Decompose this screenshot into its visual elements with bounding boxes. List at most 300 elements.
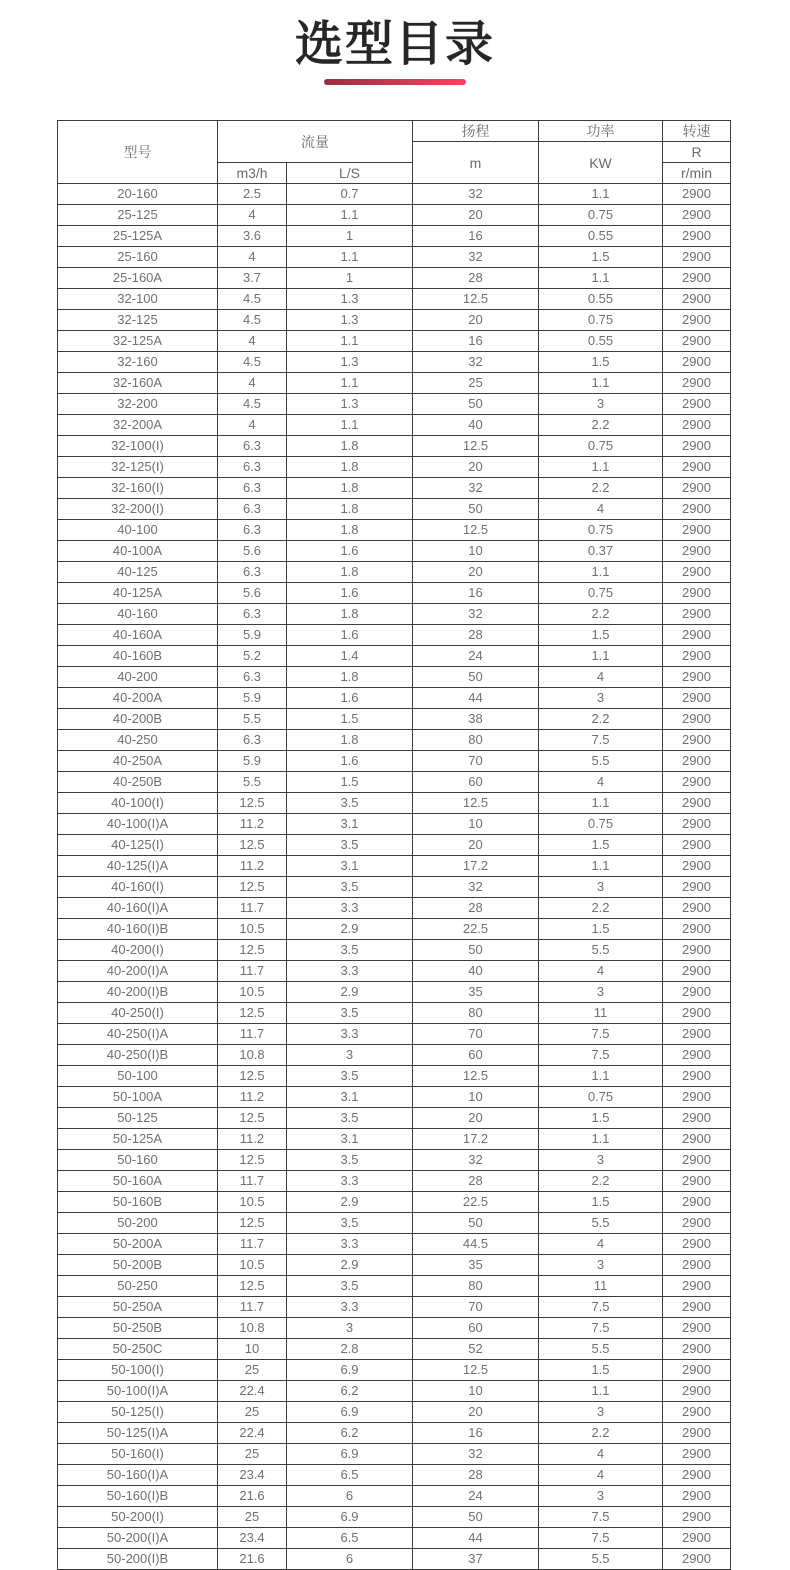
cell-speed-rmin: 2900 (663, 1318, 731, 1339)
table-row (58, 268, 731, 289)
cell-model: 50-200(I) (58, 1507, 218, 1528)
cell-flow-ls: 1.8 (287, 667, 413, 688)
cell-flow-ls: 6.2 (287, 1381, 413, 1402)
cell-flow-m3h: 11.2 (218, 814, 287, 835)
cell-flow-ls: 0.7 (287, 184, 413, 205)
cell-power-kw: 2.2 (539, 604, 663, 625)
cell-flow-m3h: 12.5 (218, 793, 287, 814)
cell-head-m: 20 (413, 562, 539, 583)
cell-flow-ls: 3.1 (287, 856, 413, 877)
cell-model: 50-250A (58, 1297, 218, 1318)
cell-head-m: 24 (413, 646, 539, 667)
cell-head-m: 22.5 (413, 919, 539, 940)
table-row (58, 1150, 731, 1171)
cell-flow-ls: 1.6 (287, 751, 413, 772)
cell-head-m: 16 (413, 583, 539, 604)
cell-flow-ls: 3.3 (287, 1234, 413, 1255)
cell-flow-ls: 3.5 (287, 1066, 413, 1087)
table-row (58, 772, 731, 793)
cell-model: 50-200A (58, 1234, 218, 1255)
cell-speed-rmin: 2900 (663, 394, 731, 415)
cell-flow-m3h: 12.5 (218, 1276, 287, 1297)
cell-flow-ls: 6.5 (287, 1465, 413, 1486)
cell-model: 50-250C (58, 1339, 218, 1360)
header-row-1 (58, 121, 731, 142)
cell-head-m: 32 (413, 1150, 539, 1171)
header-speed-r: R (663, 142, 731, 163)
cell-speed-rmin: 2900 (663, 331, 731, 352)
cell-power-kw: 5.5 (539, 1339, 663, 1360)
cell-model: 50-200(I)B (58, 1549, 218, 1570)
cell-speed-rmin: 2900 (663, 961, 731, 982)
cell-model: 40-200A (58, 688, 218, 709)
cell-power-kw: 11 (539, 1276, 663, 1297)
cell-power-kw: 0.75 (539, 436, 663, 457)
cell-model: 50-100A (58, 1087, 218, 1108)
table-row (58, 1192, 731, 1213)
table-row (58, 709, 731, 730)
cell-power-kw: 2.2 (539, 415, 663, 436)
cell-model: 32-125(I) (58, 457, 218, 478)
title-underline-accent (324, 79, 466, 85)
cell-speed-rmin: 2900 (663, 1234, 731, 1255)
cell-speed-rmin: 2900 (663, 919, 731, 940)
table-row (58, 1276, 731, 1297)
cell-model: 40-250(I) (58, 1003, 218, 1024)
header-speed-unit: r/min (663, 163, 731, 184)
cell-head-m: 20 (413, 1108, 539, 1129)
table-row (58, 394, 731, 415)
table-row (58, 835, 731, 856)
header-power: 功率 (539, 121, 663, 142)
cell-power-kw: 11 (539, 1003, 663, 1024)
cell-flow-m3h: 6.3 (218, 436, 287, 457)
cell-speed-rmin: 2900 (663, 1507, 731, 1528)
header-power-unit: KW (539, 142, 663, 184)
table-row (58, 1423, 731, 1444)
cell-flow-m3h: 12.5 (218, 1003, 287, 1024)
table-row (58, 562, 731, 583)
cell-power-kw: 1.5 (539, 1192, 663, 1213)
cell-model: 32-100(I) (58, 436, 218, 457)
cell-flow-m3h: 11.7 (218, 961, 287, 982)
cell-head-m: 25 (413, 373, 539, 394)
cell-flow-m3h: 6.3 (218, 730, 287, 751)
cell-power-kw: 7.5 (539, 1507, 663, 1528)
cell-head-m: 28 (413, 1171, 539, 1192)
table-row (58, 877, 731, 898)
cell-flow-m3h: 12.5 (218, 1108, 287, 1129)
cell-speed-rmin: 2900 (663, 814, 731, 835)
cell-head-m: 32 (413, 1444, 539, 1465)
table-row (58, 793, 731, 814)
table-row (58, 814, 731, 835)
cell-power-kw: 3 (539, 1486, 663, 1507)
cell-flow-ls: 1.8 (287, 730, 413, 751)
cell-flow-ls: 3 (287, 1318, 413, 1339)
cell-speed-rmin: 2900 (663, 940, 731, 961)
cell-model: 32-200A (58, 415, 218, 436)
cell-flow-ls: 1.8 (287, 562, 413, 583)
cell-flow-ls: 6.9 (287, 1507, 413, 1528)
header-speed: 转速 (663, 121, 731, 142)
table-row (58, 583, 731, 604)
cell-flow-ls: 1.8 (287, 478, 413, 499)
header-flow-ls: L/S (287, 163, 413, 184)
cell-power-kw: 4 (539, 772, 663, 793)
table-row (58, 667, 731, 688)
cell-power-kw: 1.1 (539, 562, 663, 583)
cell-flow-ls: 1.4 (287, 646, 413, 667)
cell-speed-rmin: 2900 (663, 898, 731, 919)
cell-head-m: 70 (413, 751, 539, 772)
cell-head-m: 28 (413, 268, 539, 289)
header-flow: 流量 (218, 121, 413, 163)
cell-head-m: 44 (413, 688, 539, 709)
table-row (58, 730, 731, 751)
cell-speed-rmin: 2900 (663, 1339, 731, 1360)
cell-power-kw: 7.5 (539, 1045, 663, 1066)
cell-power-kw: 3 (539, 394, 663, 415)
cell-power-kw: 3 (539, 1255, 663, 1276)
page-title: 选型目录 (294, 18, 495, 71)
table-body (58, 184, 731, 1570)
cell-model: 50-160(I)B (58, 1486, 218, 1507)
cell-flow-ls: 6.9 (287, 1444, 413, 1465)
table-row (58, 604, 731, 625)
cell-model: 40-200B (58, 709, 218, 730)
cell-flow-ls: 3.1 (287, 1129, 413, 1150)
table-row (58, 1129, 731, 1150)
cell-power-kw: 5.5 (539, 1213, 663, 1234)
table-row (58, 520, 731, 541)
cell-head-m: 28 (413, 625, 539, 646)
cell-power-kw: 1.1 (539, 793, 663, 814)
cell-model: 40-250 (58, 730, 218, 751)
cell-flow-m3h: 5.5 (218, 709, 287, 730)
cell-model: 40-200(I)A (58, 961, 218, 982)
cell-flow-m3h: 10 (218, 1339, 287, 1360)
selection-table (57, 120, 731, 1570)
table-row (58, 1486, 731, 1507)
cell-model: 40-125(I)A (58, 856, 218, 877)
table-row (58, 289, 731, 310)
cell-flow-ls: 6.9 (287, 1360, 413, 1381)
cell-flow-ls: 1.8 (287, 499, 413, 520)
cell-flow-ls: 1.3 (287, 394, 413, 415)
cell-power-kw: 3 (539, 982, 663, 1003)
cell-flow-ls: 3.3 (287, 1297, 413, 1318)
cell-flow-m3h: 22.4 (218, 1381, 287, 1402)
cell-speed-rmin: 2900 (663, 436, 731, 457)
cell-power-kw: 3 (539, 1150, 663, 1171)
cell-flow-m3h: 6.3 (218, 499, 287, 520)
cell-head-m: 12.5 (413, 520, 539, 541)
cell-speed-rmin: 2900 (663, 1381, 731, 1402)
cell-flow-m3h: 21.6 (218, 1486, 287, 1507)
cell-flow-ls: 3.1 (287, 814, 413, 835)
cell-power-kw: 1.1 (539, 1066, 663, 1087)
cell-flow-m3h: 3.7 (218, 268, 287, 289)
cell-flow-ls: 1.3 (287, 310, 413, 331)
cell-flow-m3h: 5.9 (218, 751, 287, 772)
cell-model: 32-160(I) (58, 478, 218, 499)
cell-head-m: 52 (413, 1339, 539, 1360)
cell-model: 40-200 (58, 667, 218, 688)
table-row (58, 688, 731, 709)
cell-flow-ls: 2.9 (287, 919, 413, 940)
cell-model: 25-160A (58, 268, 218, 289)
cell-speed-rmin: 2900 (663, 1465, 731, 1486)
cell-head-m: 60 (413, 772, 539, 793)
cell-model: 40-100 (58, 520, 218, 541)
cell-head-m: 50 (413, 667, 539, 688)
cell-model: 50-125(I)A (58, 1423, 218, 1444)
cell-flow-m3h: 4.5 (218, 394, 287, 415)
table-row (58, 1549, 731, 1570)
cell-flow-ls: 3.5 (287, 1003, 413, 1024)
cell-flow-m3h: 5.9 (218, 688, 287, 709)
cell-head-m: 20 (413, 457, 539, 478)
cell-flow-m3h: 4 (218, 331, 287, 352)
cell-flow-ls: 1.1 (287, 373, 413, 394)
cell-flow-ls: 3.3 (287, 1024, 413, 1045)
cell-speed-rmin: 2900 (663, 310, 731, 331)
table-row (58, 940, 731, 961)
cell-speed-rmin: 2900 (663, 205, 731, 226)
cell-flow-ls: 1.3 (287, 352, 413, 373)
cell-model: 40-125(I) (58, 835, 218, 856)
cell-head-m: 44.5 (413, 1234, 539, 1255)
cell-speed-rmin: 2900 (663, 457, 731, 478)
cell-model: 50-160(I)A (58, 1465, 218, 1486)
table-row (58, 310, 731, 331)
cell-head-m: 10 (413, 814, 539, 835)
cell-power-kw: 1.1 (539, 1381, 663, 1402)
cell-power-kw: 2.2 (539, 1171, 663, 1192)
cell-head-m: 10 (413, 541, 539, 562)
cell-model: 50-250 (58, 1276, 218, 1297)
cell-flow-m3h: 11.7 (218, 1024, 287, 1045)
cell-power-kw: 1.1 (539, 373, 663, 394)
table-row (58, 1507, 731, 1528)
cell-speed-rmin: 2900 (663, 583, 731, 604)
cell-speed-rmin: 2900 (663, 247, 731, 268)
cell-head-m: 32 (413, 877, 539, 898)
table-row (58, 373, 731, 394)
table-row (58, 205, 731, 226)
cell-power-kw: 1.5 (539, 919, 663, 940)
cell-head-m: 60 (413, 1045, 539, 1066)
cell-flow-m3h: 22.4 (218, 1423, 287, 1444)
cell-flow-m3h: 25 (218, 1444, 287, 1465)
table-row (58, 499, 731, 520)
cell-head-m: 50 (413, 1213, 539, 1234)
cell-model: 40-200(I) (58, 940, 218, 961)
cell-speed-rmin: 2900 (663, 646, 731, 667)
cell-head-m: 40 (413, 961, 539, 982)
cell-power-kw: 1.5 (539, 625, 663, 646)
cell-speed-rmin: 2900 (663, 1213, 731, 1234)
table-row (58, 247, 731, 268)
cell-power-kw: 1.5 (539, 1108, 663, 1129)
cell-flow-ls: 1.1 (287, 247, 413, 268)
cell-flow-m3h: 4.5 (218, 310, 287, 331)
cell-head-m: 16 (413, 226, 539, 247)
cell-speed-rmin: 2900 (663, 268, 731, 289)
cell-flow-ls: 6.5 (287, 1528, 413, 1549)
cell-speed-rmin: 2900 (663, 1087, 731, 1108)
cell-model: 50-100(I) (58, 1360, 218, 1381)
cell-head-m: 22.5 (413, 1192, 539, 1213)
cell-speed-rmin: 2900 (663, 709, 731, 730)
cell-power-kw: 1.5 (539, 247, 663, 268)
cell-flow-ls: 3.5 (287, 1150, 413, 1171)
cell-power-kw: 7.5 (539, 730, 663, 751)
cell-power-kw: 4 (539, 667, 663, 688)
cell-speed-rmin: 2900 (663, 835, 731, 856)
cell-head-m: 35 (413, 982, 539, 1003)
cell-flow-m3h: 4 (218, 205, 287, 226)
cell-flow-m3h: 10.5 (218, 1255, 287, 1276)
cell-head-m: 20 (413, 310, 539, 331)
header-model: 型号 (58, 121, 218, 184)
cell-head-m: 12.5 (413, 1066, 539, 1087)
cell-power-kw: 7.5 (539, 1528, 663, 1549)
cell-flow-m3h: 11.7 (218, 1297, 287, 1318)
cell-model: 50-200B (58, 1255, 218, 1276)
cell-flow-m3h: 12.5 (218, 1066, 287, 1087)
cell-speed-rmin: 2900 (663, 1045, 731, 1066)
cell-speed-rmin: 2900 (663, 1066, 731, 1087)
cell-model: 20-160 (58, 184, 218, 205)
cell-flow-ls: 1.3 (287, 289, 413, 310)
cell-head-m: 12.5 (413, 289, 539, 310)
cell-power-kw: 3 (539, 877, 663, 898)
cell-power-kw: 2.2 (539, 1423, 663, 1444)
cell-flow-m3h: 11.7 (218, 898, 287, 919)
cell-model: 40-250A (58, 751, 218, 772)
cell-flow-ls: 1.6 (287, 541, 413, 562)
cell-head-m: 32 (413, 478, 539, 499)
cell-flow-ls: 1.8 (287, 457, 413, 478)
cell-power-kw: 7.5 (539, 1024, 663, 1045)
cell-power-kw: 0.55 (539, 226, 663, 247)
cell-head-m: 10 (413, 1381, 539, 1402)
cell-model: 50-160A (58, 1171, 218, 1192)
cell-flow-ls: 1.8 (287, 520, 413, 541)
cell-flow-m3h: 10.5 (218, 1192, 287, 1213)
cell-flow-m3h: 25 (218, 1507, 287, 1528)
cell-head-m: 50 (413, 499, 539, 520)
cell-head-m: 32 (413, 352, 539, 373)
cell-model: 32-100 (58, 289, 218, 310)
cell-power-kw: 1.5 (539, 352, 663, 373)
cell-flow-ls: 1.1 (287, 331, 413, 352)
cell-flow-m3h: 6.3 (218, 478, 287, 499)
cell-flow-m3h: 6.3 (218, 457, 287, 478)
cell-head-m: 70 (413, 1024, 539, 1045)
cell-speed-rmin: 2900 (663, 1528, 731, 1549)
cell-power-kw: 3 (539, 1402, 663, 1423)
header-flow-m3h: m3/h (218, 163, 287, 184)
cell-speed-rmin: 2900 (663, 373, 731, 394)
cell-head-m: 50 (413, 940, 539, 961)
cell-flow-m3h: 5.2 (218, 646, 287, 667)
cell-speed-rmin: 2900 (663, 1192, 731, 1213)
cell-head-m: 35 (413, 1255, 539, 1276)
cell-speed-rmin: 2900 (663, 415, 731, 436)
cell-power-kw: 0.75 (539, 814, 663, 835)
cell-model: 40-160(I)A (58, 898, 218, 919)
cell-speed-rmin: 2900 (663, 499, 731, 520)
cell-flow-m3h: 12.5 (218, 835, 287, 856)
cell-speed-rmin: 2900 (663, 1444, 731, 1465)
cell-head-m: 12.5 (413, 1360, 539, 1381)
cell-speed-rmin: 2900 (663, 184, 731, 205)
table-row (58, 1255, 731, 1276)
cell-power-kw: 4 (539, 961, 663, 982)
cell-speed-rmin: 2900 (663, 541, 731, 562)
cell-model: 25-160 (58, 247, 218, 268)
table-row (58, 1045, 731, 1066)
cell-power-kw: 3 (539, 688, 663, 709)
cell-head-m: 16 (413, 331, 539, 352)
cell-flow-ls: 1.1 (287, 415, 413, 436)
table-row (58, 1024, 731, 1045)
cell-power-kw: 4 (539, 1444, 663, 1465)
cell-flow-ls: 6 (287, 1549, 413, 1570)
cell-speed-rmin: 2900 (663, 1108, 731, 1129)
cell-model: 40-160A (58, 625, 218, 646)
table-row (58, 1297, 731, 1318)
cell-flow-m3h: 23.4 (218, 1465, 287, 1486)
cell-flow-m3h: 25 (218, 1402, 287, 1423)
cell-flow-m3h: 5.5 (218, 772, 287, 793)
cell-power-kw: 1.1 (539, 856, 663, 877)
cell-model: 50-125(I) (58, 1402, 218, 1423)
cell-flow-ls: 3.3 (287, 898, 413, 919)
cell-power-kw: 0.75 (539, 1087, 663, 1108)
cell-model: 40-250(I)A (58, 1024, 218, 1045)
cell-model: 40-100A (58, 541, 218, 562)
cell-model: 32-125 (58, 310, 218, 331)
cell-flow-ls: 2.9 (287, 982, 413, 1003)
cell-flow-m3h: 6.3 (218, 562, 287, 583)
cell-power-kw: 4 (539, 1234, 663, 1255)
table-row (58, 1213, 731, 1234)
cell-head-m: 38 (413, 709, 539, 730)
cell-flow-ls: 3.3 (287, 961, 413, 982)
cell-power-kw: 1.5 (539, 1360, 663, 1381)
cell-flow-m3h: 5.6 (218, 541, 287, 562)
cell-flow-ls: 3.5 (287, 877, 413, 898)
table-row (58, 436, 731, 457)
header-head: 扬程 (413, 121, 539, 142)
cell-flow-m3h: 4.5 (218, 352, 287, 373)
table-header (58, 121, 731, 184)
cell-flow-m3h: 2.5 (218, 184, 287, 205)
cell-speed-rmin: 2900 (663, 478, 731, 499)
cell-speed-rmin: 2900 (663, 352, 731, 373)
cell-flow-ls: 3.5 (287, 1213, 413, 1234)
cell-flow-m3h: 11.2 (218, 1087, 287, 1108)
cell-model: 50-125A (58, 1129, 218, 1150)
cell-flow-ls: 1.6 (287, 583, 413, 604)
cell-speed-rmin: 2900 (663, 625, 731, 646)
cell-speed-rmin: 2900 (663, 520, 731, 541)
cell-model: 40-160(I) (58, 877, 218, 898)
